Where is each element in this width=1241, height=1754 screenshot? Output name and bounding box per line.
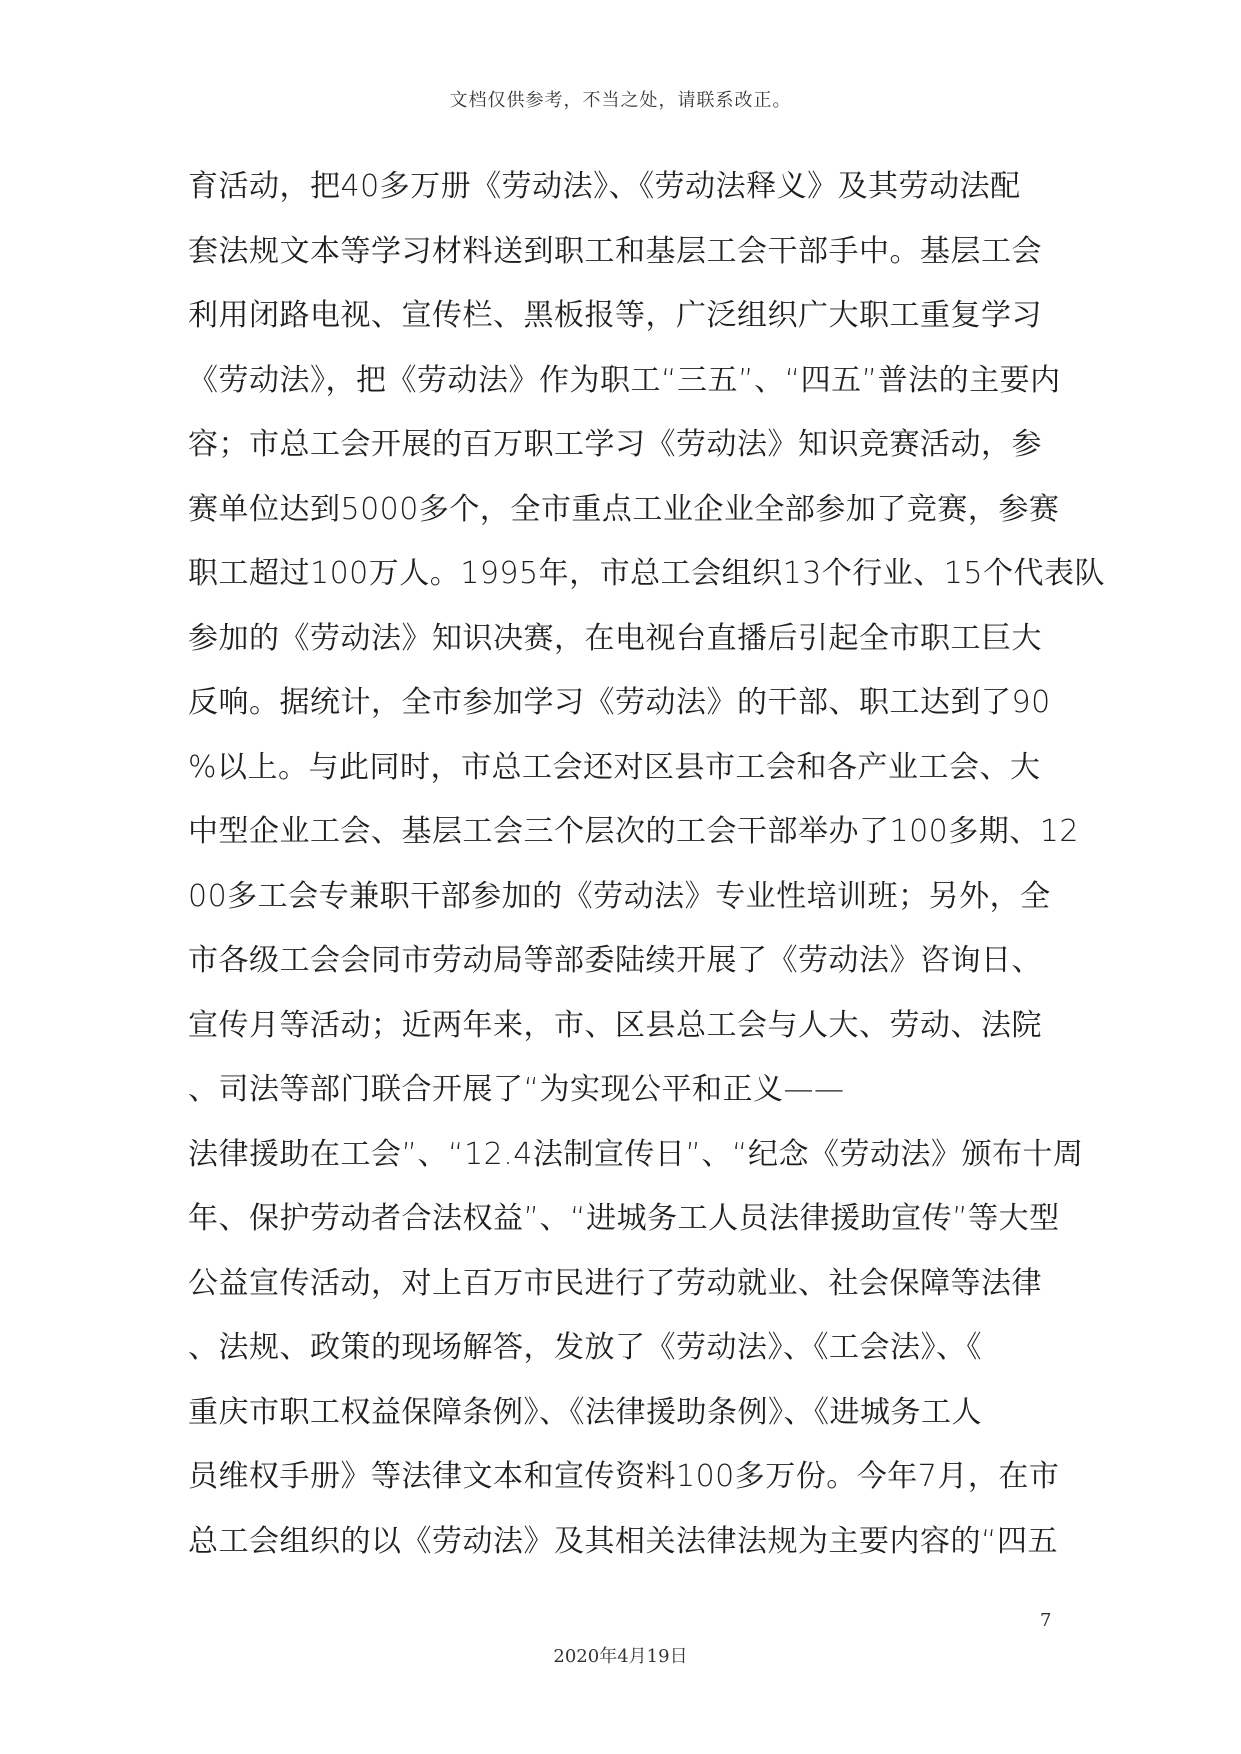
body-text [188,155,1105,1574]
text-line: 、司法等部门联合开展了“为实现公平和正义—— [188,1072,845,1107]
text-line: 公益宣传活动，对上百万市民进行了劳动就业、社会保障等法律 [188,1265,1042,1301]
text-line: 赛单位达到5000多个，全市重点工业企业全部参加了竞赛，参赛 [188,491,1060,527]
text-line: 总工会组织的以《劳动法》及其相关法律法规为主要内容的“四五 [188,1523,1059,1559]
text-line: 00多工会专兼职干部参加的《劳动法》专业性培训班；另外，全 [188,878,1051,914]
text-line: 员维权手册》等法律文本和宣传资料100多万份。今年7月，在市 [188,1459,1060,1494]
text-line: 市各级工会会同市劳动局等部委陆续开展了《劳动法》咨询日、 [188,943,1042,978]
text-line: %以上。与此同时，市总工会还对区县市工会和各产业工会、大 [188,749,1041,785]
text-line: 重庆市职工权益保障条例》、《法律援助条例》、《进城务工人 [188,1394,982,1430]
text-line: 套法规文本等学习材料送到职工和基层工会干部手中。基层工会 [188,233,1042,269]
text-line: 反响。据统计，全市参加学习《劳动法》的干部、职工达到了90 [188,685,1051,720]
page-number: 7 [1040,1610,1052,1631]
text-line: 参加的《劳动法》知识决赛，在电视台直播后引起全市职工巨大 [188,620,1042,656]
text-line: 容；市总工会开展的百万职工学习《劳动法》知识竞赛活动，参 [188,427,1042,462]
text-line: 《劳动法》，把《劳动法》作为职工“三五”、“四五”普法的主要内 [188,362,1061,398]
text-line: 宣传月等活动；近两年来，市、区县总工会与人大、劳动、法院 [188,1007,1042,1043]
header-note: 文档仅供参考，不当之处，请联系改正。 [449,90,792,111]
text-line: 利用闭路电视、宣传栏、黑板报等，广泛组织广大职工重复学习 [188,298,1042,333]
footer-date: 2020年4月19日 [553,1646,688,1667]
text-line: 职工超过100万人。1995年，市总工会组织13个行业、15个代表队 [188,556,1105,591]
text-line: 年、保护劳动者合法权益”、“进城务工人员法律援助宣传”等大型 [188,1201,1060,1236]
text-line: 、法规、政策的现场解答，发放了《劳动法》、《工会法》、《 [188,1330,982,1365]
text-line: 法律援助在工会”、“12.4法制宣传日”、“纪念《劳动法》颁布十周 [188,1136,1084,1172]
text-line: 中型企业工会、基层工会三个层次的工会干部举办了100多期、12 [188,814,1079,849]
text-line: 育活动，把40多万册《劳动法》、《劳动法释义》及其劳动法配 [188,169,1021,204]
